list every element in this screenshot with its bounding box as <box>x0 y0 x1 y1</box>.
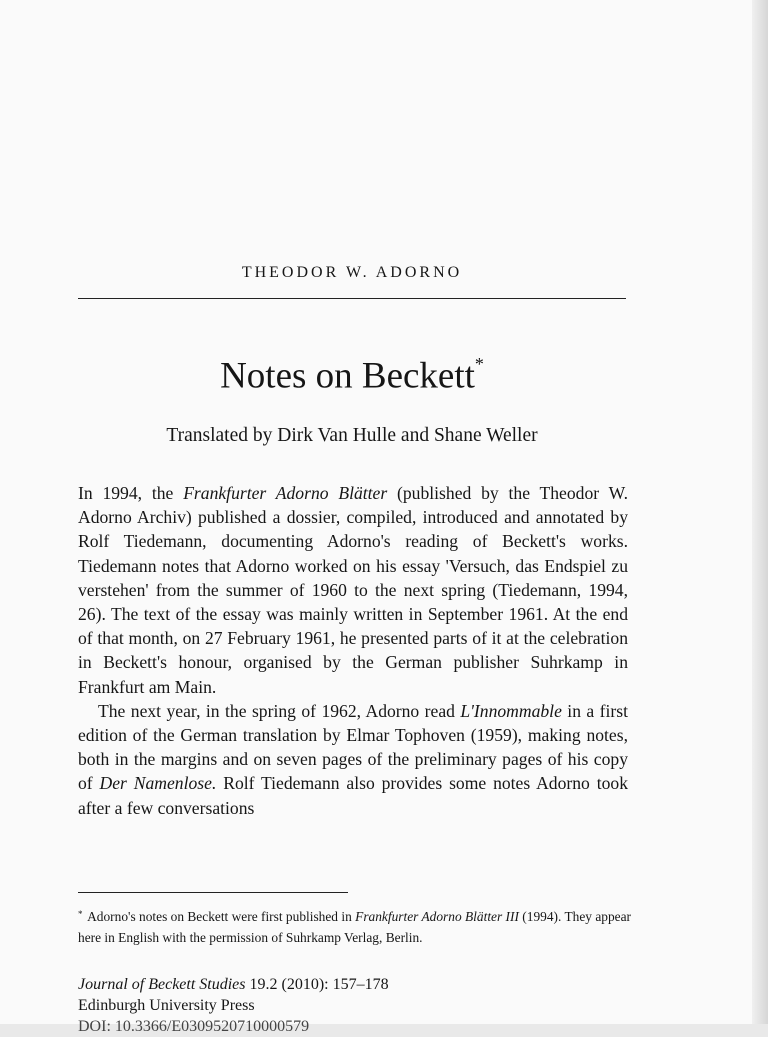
footnote-rule <box>78 892 348 893</box>
para1-italic-title: Frankfurter Adorno Blätter <box>183 483 388 503</box>
article-title-text: Notes on Beckett <box>220 355 475 397</box>
para2-text-3: Rolf Tiedemann also provides some notes Adorno took after a few conversations <box>78 773 629 818</box>
para1-text-2: (published by the Theodor W. Adorno Archiv) published a dossier, compiled, introduced and annotated by Rolf Tiedemann, documenting Adorno's reading of Beckett's works. Tiedemann notes that Adorno worked on his essay 'Versuch, das Endspiel zu verstehen' from the summer of 1960 to the next spring (Tiedemann, 1994, 26). The text of the essay was mainly written in September 1961. At the end of that month, on 27 February 1961, he presented parts of it at the celebration in Beckett's honour, organised by the German publisher Suhrkamp in Frankfurt am Main. <box>78 483 628 697</box>
footnote-text-1: Adorno's notes on Beckett were first published in <box>87 909 356 924</box>
footnote-mark: * <box>78 909 83 919</box>
header-rule <box>78 298 626 299</box>
body-paragraph-1 <box>78 481 628 699</box>
para2-italic-title-1: L'Innommable <box>460 700 562 721</box>
journal-volume-pages: 19.2 (2010): 157–178 <box>245 976 389 993</box>
para2-text-1: The next year, in the spring of 1962, Adorno read <box>98 700 461 721</box>
title-footnote-mark: * <box>474 354 484 374</box>
journal-citation-block <box>78 974 628 1035</box>
para1-text-1: In 1994, the <box>78 483 184 503</box>
footnote-italic-title: Frankfurter Adorno Blätter III <box>355 909 519 924</box>
para2-italic-title-2: Der Namenlose. <box>99 773 217 794</box>
scan-page-edge <box>752 0 768 1024</box>
journal-name: Journal of Beckett Studies <box>78 976 246 993</box>
para2-text-2: in a first edition of the German translation by Elmar Tophoven (1959), making notes, both in the margins and on seven pages of the preliminary pages of his copy of <box>78 700 628 794</box>
footnote-text-2: (1994). They appear here in English with the permission of Suhrkamp Verlag, Berlin. <box>78 909 632 945</box>
footnote <box>78 907 631 947</box>
journal-publisher: Edinburgh University Press <box>78 997 255 1014</box>
translator-credit: Translated by Dirk Van Hulle and Shane Weller <box>166 425 538 446</box>
running-head-author: THEODOR W. ADORNO <box>241 264 463 281</box>
article-title <box>78 344 626 400</box>
journal-doi-cropped: DOI: 10.3366/E0309520710000579 <box>78 1018 310 1035</box>
article-body <box>78 481 628 820</box>
journal-citation <box>78 974 628 995</box>
body-paragraph-2 <box>78 699 628 820</box>
